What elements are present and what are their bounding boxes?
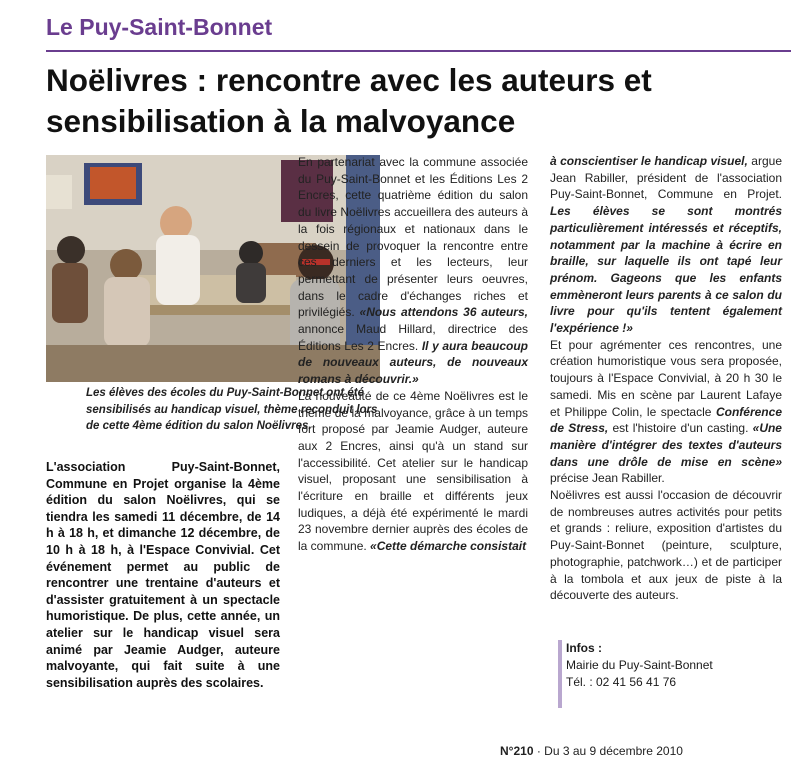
col3-attribution: argue Jean Rabiller, président de l'association Puy-Saint-Bonnet, Commune en Projet. [550,154,782,202]
issue-number: N°210 [500,744,534,758]
lead-paragraph: L'association Puy-Saint-Bonnet, Commune en Projet organise la 4ème édition du salon Noëlivres, qui se tiendra les samedi 11 décembre, de 14 h à 18 h, et dimanche 12 décembre, de 10 h à 18 h, à l'Espace Convivial. Cet événement permet au public de rencontrer une trentaine d'auteurs et d'assister gratuitement à un spectacle humoristique. De plus, cette année, un atelier sur le handicap visuel sera animé par Jeamie Audger, auteure malvoyante, qui fait suite à une sensibilisation auprès des scolaires. [46,460,280,690]
col3-paragraph-2: Et pour agrémenter ces rencontres, une création humoristique vous sera proposée, toujours à l'Espace Convivial, à 20 h 30 le samedi. Mis en scène par Laurent Lafaye et Philippe Colin, le spectacle [550,337,782,419]
photo-caption: Les élèves des écoles du Puy-Saint-Bonnet ont été sensibilisés au handicap visuel, thème reconduit lors de cette 4ème édition du salon Noëlivres. [86,387,378,432]
info-box [548,640,788,708]
col2-attribution: annonce Maud Hillard, directrice des Éditions Les 2 Encres. [298,322,528,353]
info-box-mairie: Mairie du Puy-Saint-Bonnet [566,658,713,672]
info-box-phone: Tél. : 02 41 56 41 76 [566,675,677,689]
quote-demarche-end: à conscientiser le handicap visuel, [550,154,748,168]
article-column-3 [550,153,782,604]
col3-casting: est l'histoire d'un casting. [612,421,749,436]
quote-maud-hillard: «Nous attendons 36 auteurs, [359,305,528,320]
headline: Noëlivres : rencontre avec les auteurs et sensibilisation à la malvoyance [46,62,652,139]
quote-demarche-start: «Cette démarche consistait [370,539,527,554]
quote-mise-en-scene: «Une manière d'intégrer des textes d'auteurs dans une drôle de mise en scène» [550,421,782,469]
page-footer [500,744,790,758]
col2-paragraph-1: En partenariat avec la commune associée du Puy-Saint-Bonnet et les Éditions Les 2 Encres, cette quatrième édition du salon du livre Noëlivres accueillera des auteurs à la fois régionaux et nationaux dans le dessein de provoquer la rencontre entre ces derniers et les lecteurs, leur permettant de présenter leurs oeuvres, dans le cadre d'échanges riches et privilégiés. [298,155,528,320]
col3-paragraph-3: Noëlivres est aussi l'occasion de découvrir de nombreuses autres activités pour petits et grands : reliure, exposition d'artistes du Puy-Saint-Bonnet (peinture, sculpture, photographie, patchwork…) et de participer à la tombola et aux jeux de piste à la découverte des auteurs. [550,488,782,603]
col3-precise: précise Jean Rabiller. [550,471,665,486]
show-title: Conférence de Stress, [550,404,782,436]
issue-dates: · Du 3 au 9 décembre 2010 [536,744,683,758]
article-column-2 [298,154,528,555]
info-box-title: Infos : [566,641,602,655]
col2-paragraph-2: La nouveauté de ce 4ème Noëlivres est le thème de la malvoyance, grâce à un temps fort proposé par Jeamie Audger, auteure aux 2 Encres, ainsi qu'à un stand sur l'accessibilité. Cet atelier sur le handicap visuel, proposant une sensibilisation à l'écriture en braille et différents jeux ludiques, a déjà été expérimenté le mardi 23 novembre dernier auprès des écoles de la commune. [298,388,528,554]
quote-eleves: Les élèves se sont montrés particulièrement intéressés et réceptifs, notamment par la machine à écrire en braille, sur laquelle ils ont tapé leur prénom. Gageons que les enfants emmèneront leurs parents à ce salon du livre pour qu'ils tentent également l'expérience !» [550,204,782,336]
section-title: Le Puy-Saint-Bonnet [46,14,791,52]
quote-new-authors: Il y aura beaucoup de nouveaux auteurs, de nouveaux romans à découvrir.» [298,338,528,387]
info-box-accent-bar [558,640,562,708]
